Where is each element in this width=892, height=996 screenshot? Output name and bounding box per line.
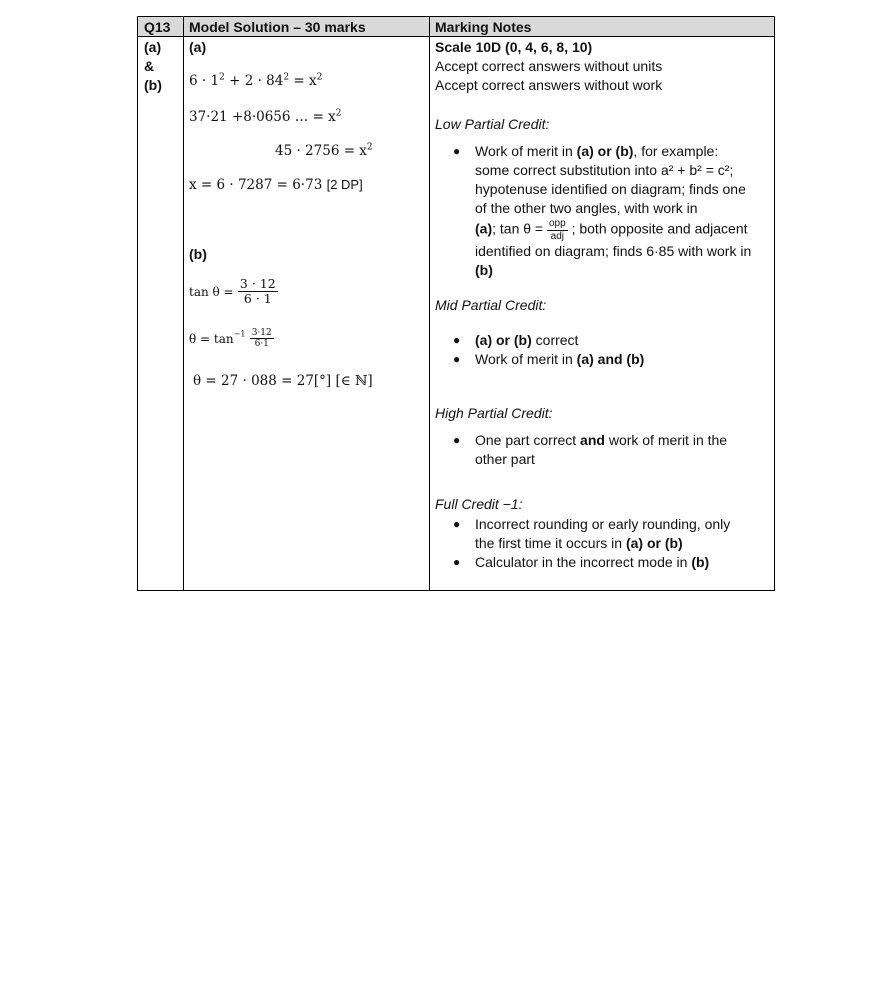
mid-partial-credit-title: Mid Partial Credit: <box>435 297 547 313</box>
solution-b-answer: θ = 27 · 088 = 27[°] [∈ ℕ] <box>193 373 373 389</box>
marking-scheme-table <box>137 16 775 591</box>
solution-a-line-2: 37·21 +8·0656 … = $x^2$ <box>189 108 342 125</box>
high-partial-credit-list <box>429 431 775 469</box>
mid-partial-credit-list <box>429 331 775 369</box>
model-solution-column <box>183 17 430 590</box>
solution-a-label: (a) <box>189 39 207 55</box>
bullet-icon: ● <box>453 433 461 447</box>
full-credit-minus-one-list <box>429 515 775 572</box>
list-item: ● Work of merit in (a) or (b), for example: some correct substitution into a² + b² = c²; hypotenuse identified on diagram; finds one of the other two angles, with work in (a); tan θ = $\frac{\text{opp}}{\text{adj}}$ ; both opposite and adjacent identified on diagram; finds 6·85 with work in (b) <box>453 143 752 278</box>
full-credit-minus-one-title: Full Credit −1: <box>435 496 523 512</box>
list-item: ● Incorrect rounding or early rounding, only the first time it occurs in (a) or (b) <box>453 516 731 551</box>
bullet-icon: ● <box>453 144 461 158</box>
accept-without-work: Accept correct answers without work <box>435 77 663 93</box>
solution-b-inverse-tan: $\theta = \tan^{-1}$ $\frac{3\cdot 12}{6\cdot 1}$ <box>189 328 272 350</box>
part-a-label: (a) <box>144 39 162 55</box>
question-header: Q13 <box>144 19 171 35</box>
list-item: ● One part correct and work of merit in the other part <box>453 432 728 467</box>
scale-line: Scale 10D (0, 4, 6, 8, 10) <box>435 39 593 55</box>
low-partial-credit-title: Low Partial Credit: <box>435 116 550 132</box>
solution-b-label: (b) <box>189 246 207 262</box>
list-item: ● (a) or (b) correct <box>453 332 579 348</box>
solution-a-answer: x = 6 · 7287 = 6·73 [2 DP] <box>189 177 363 193</box>
bullet-icon: ● <box>453 352 461 366</box>
part-b-label: (b) <box>144 77 162 93</box>
bullet-icon: ● <box>453 517 461 531</box>
bullet-icon: ● <box>453 333 461 347</box>
ampersand-label: & <box>144 58 155 74</box>
model-solution-header: Model Solution – 30 marks <box>189 19 366 35</box>
solution-a-line-3: $45 \cdot 2756 = x^2$ <box>275 142 373 159</box>
solution-b-tan-equation: tan θ = $\frac{3 \cdot 12}{6 \cdot 1}$ <box>189 276 276 307</box>
solution-a-line-1: $6 \cdot 1^2 + 2 \cdot 84^2 = x^2$ <box>189 72 323 89</box>
marking-notes-header: Marking Notes <box>435 19 532 35</box>
accept-without-units: Accept correct answers without units <box>435 58 663 74</box>
list-item: ● Work of merit in (a) and (b) <box>453 351 645 367</box>
marking-notes-column <box>429 17 774 590</box>
question-column <box>138 17 184 590</box>
high-partial-credit-title: High Partial Credit: <box>435 405 553 421</box>
list-item: ● Calculator in the incorrect mode in (b) <box>453 554 710 570</box>
bullet-icon: ● <box>453 555 461 569</box>
low-partial-credit-list <box>429 142 775 280</box>
